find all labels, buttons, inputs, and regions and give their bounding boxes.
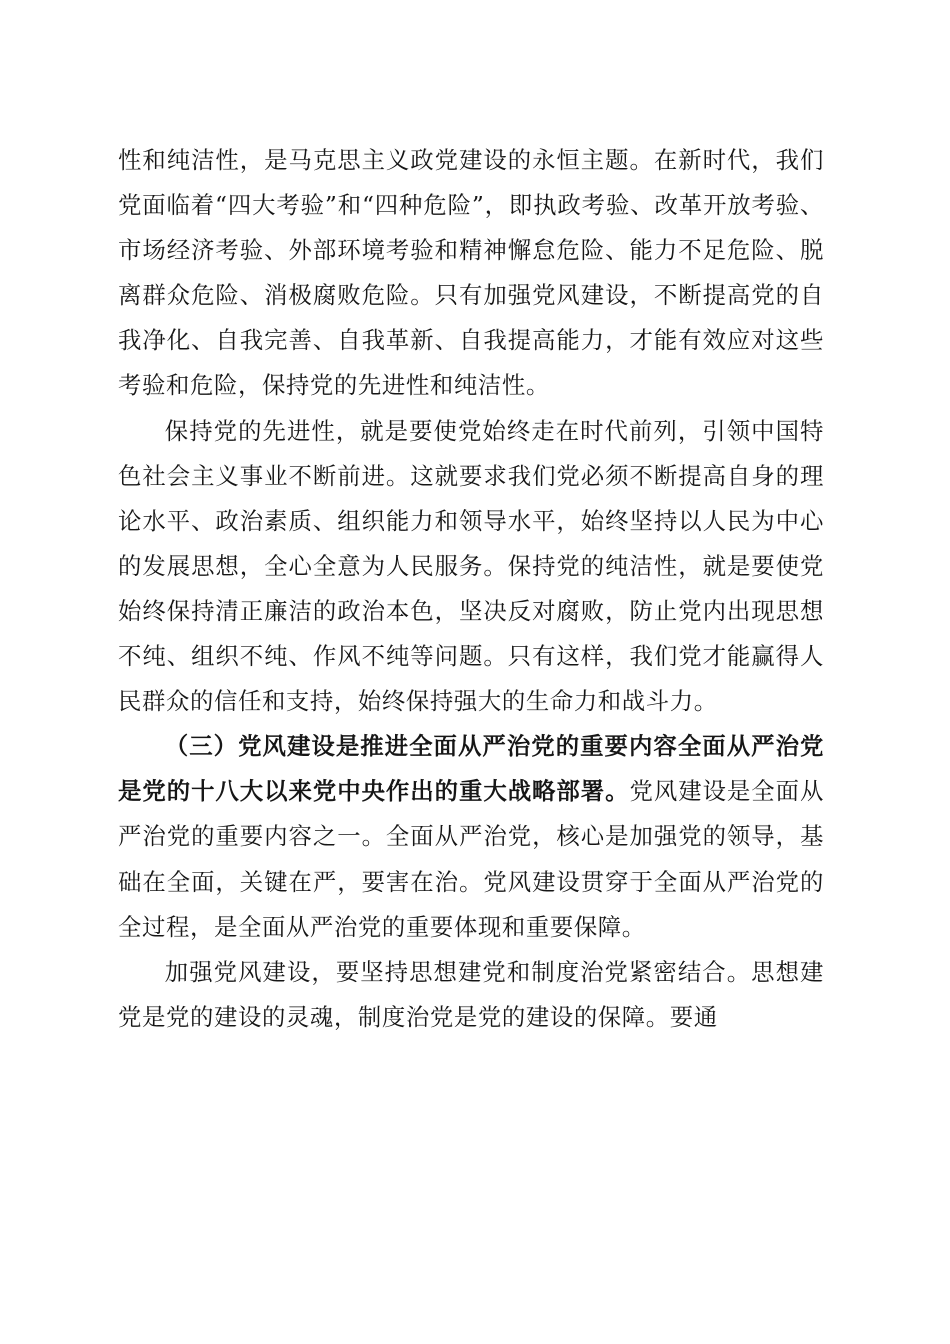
paragraph-4	[118, 950, 824, 1040]
paragraph-4-text: 加强党风建设，要坚持思想建党和制度治党紧密结合。思想建党是党的建设的灵魂，制度治党是党的建设的保障。要通	[118, 957, 824, 1031]
paragraph-3-text: 党风建设是全面从严治党的重要内容之一。全面从严治党，核心是加强党的领导，基础在全面，关键在严，要害在治。党风建设贯穿于全面从严治党的全过程，是全面从严治党的重要体现和重要保障。	[118, 777, 824, 941]
section-heading-3: （三）党风建设是推进全面从严治党的重要内容全面从严治党是党的十八大以来党中央作出的重大战略部署。	[118, 732, 824, 806]
paragraph-1-text: 性和纯洁性，是马克思主义政党建设的永恒主题。在新时代，我们党面临着“四大考验”和“四种危险”，即执政考验、改革开放考验、市场经济考验、外部环境考验和精神懈怠危险、能力不足危险、脱离群众危险、消极腐败危险。只有加强党风建设，不断提高党的自我净化、自我完善、自我革新、自我提高能力，才能有效应对这些考验和危险，保持党的先进性和纯洁性。	[118, 146, 824, 400]
paragraph-2-text: 保持党的先进性，就是要使党始终走在时代前列，引领中国特色社会主义事业不断前进。这就要求我们党必须不断提高自身的理论水平、政治素质、组织能力和领导水平，始终坚持以人民为中心的发展思想，全心全意为人民服务。保持党的纯洁性，就是要使党始终保持清正廉洁的政治本色，坚决反对腐败，防止党内出现思想不纯、组织不纯、作风不纯等问题。只有这样，我们党才能赢得人民群众的信任和支持，始终保持强大的生命力和战斗力。	[118, 416, 824, 716]
paragraph-2	[118, 409, 824, 725]
paragraph-1	[118, 138, 824, 409]
paragraph-3	[118, 724, 824, 949]
document-body	[118, 138, 824, 1040]
